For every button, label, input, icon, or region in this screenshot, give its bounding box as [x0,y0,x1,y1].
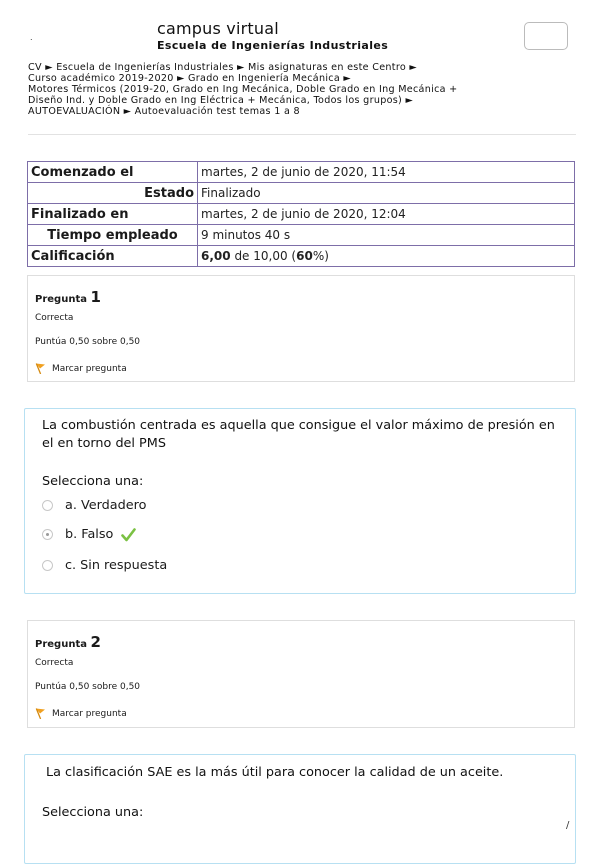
question-2-state: Correcta [35,658,74,668]
started-label: Comenzado el [28,162,198,183]
site-subtitle: Escuela de Ingenierías Industriales [157,39,389,52]
question-1-heading [35,288,101,306]
breadcrumb-line-1[interactable]: CV ► Escuela de Ingenierías Industriales ► Mis asignaturas en este Centro ► [28,62,418,73]
option-b-label: b. Falso [65,527,114,542]
started-value: martes, 2 de junio de 2020, 11:54 [198,162,575,183]
state-value: Finalizado [198,183,575,204]
flag-label: Marcar pregunta [52,708,127,719]
breadcrumb-line-3[interactable]: Motores Térmicos (2019-20, Grado en Ing Mecánica, Doble Grado en Ing Mecánica + [28,84,458,95]
summary-row-finished [28,204,575,225]
option-c-label: c. Sin respuesta [65,558,168,573]
site-title[interactable]: campus virtual [157,19,279,38]
question-1-prompt: Selecciona una: [42,474,144,489]
finished-label: Finalizado en [28,204,198,225]
corner-mark: / [566,820,570,831]
header-dot: . [30,33,33,42]
summary-row-grade [28,246,575,267]
breadcrumb-line-5[interactable]: AUTOEVALUACIÓN ► Autoevaluación test temas 1 a 8 [28,106,300,117]
option-b[interactable] [42,527,136,542]
summary-row-started [28,162,575,183]
flag-icon [35,363,46,374]
question-1-info [27,275,575,382]
breadcrumb-line-2[interactable]: Curso académico 2019-2020 ► Grado en Ingeniería Mecánica ► [28,73,352,84]
header [0,0,600,60]
grade-percent: 60 [296,249,313,263]
grade-label: Calificación [28,246,198,267]
breadcrumb-divider [28,134,576,135]
breadcrumb [28,62,576,117]
breadcrumb-line-4[interactable]: Diseño Ind. y Doble Grado en Ing Eléctrica + Mecánica, Todos los grupos) ► [28,95,414,106]
option-a[interactable] [42,498,146,513]
grade-score: 6,00 [201,249,231,263]
checkmark-icon [121,528,136,542]
flag-icon [35,708,46,719]
grade-rest: de 10,00 ( [234,249,297,263]
state-label: Estado [28,183,198,204]
summary-row-state [28,183,575,204]
question-2-heading [35,633,101,651]
option-a-label: a. Verdadero [65,498,147,513]
radio-c[interactable] [42,560,53,571]
time-value: 9 minutos 40 s [198,225,575,246]
question-2-prompt: Selecciona una: [42,805,144,820]
question-label: Pregunta [35,294,91,305]
flag-label: Marcar pregunta [52,363,127,374]
grade-value [198,246,575,267]
question-number: 1 [90,288,101,306]
question-2-text: La clasificación SAE es la más útil para conocer la calidad de un aceite. [46,765,504,780]
question-1-text: La combustión centrada es aquella que consigue el valor máximo de presión en el en torno del PMS [42,418,555,451]
radio-b[interactable] [42,529,53,540]
attempt-summary-table [27,161,575,267]
question-number: 2 [90,633,101,651]
question-1-state: Correcta [35,313,74,323]
grade-end: %) [312,249,329,263]
time-label: Tiempo empleado [28,225,198,246]
radio-a[interactable] [42,500,53,511]
question-1-flag-link[interactable] [35,363,127,374]
question-2-grade: Puntúa 0,50 sobre 0,50 [35,682,141,692]
menu-button[interactable] [524,22,568,50]
question-1-content [24,408,576,594]
finished-value: martes, 2 de junio de 2020, 12:04 [198,204,575,225]
question-2-flag-link[interactable] [35,708,127,719]
question-1-grade: Puntúa 0,50 sobre 0,50 [35,337,141,347]
option-c[interactable] [42,558,167,573]
summary-row-time [28,225,575,246]
question-label: Pregunta [35,639,91,650]
question-2-info [27,620,575,728]
